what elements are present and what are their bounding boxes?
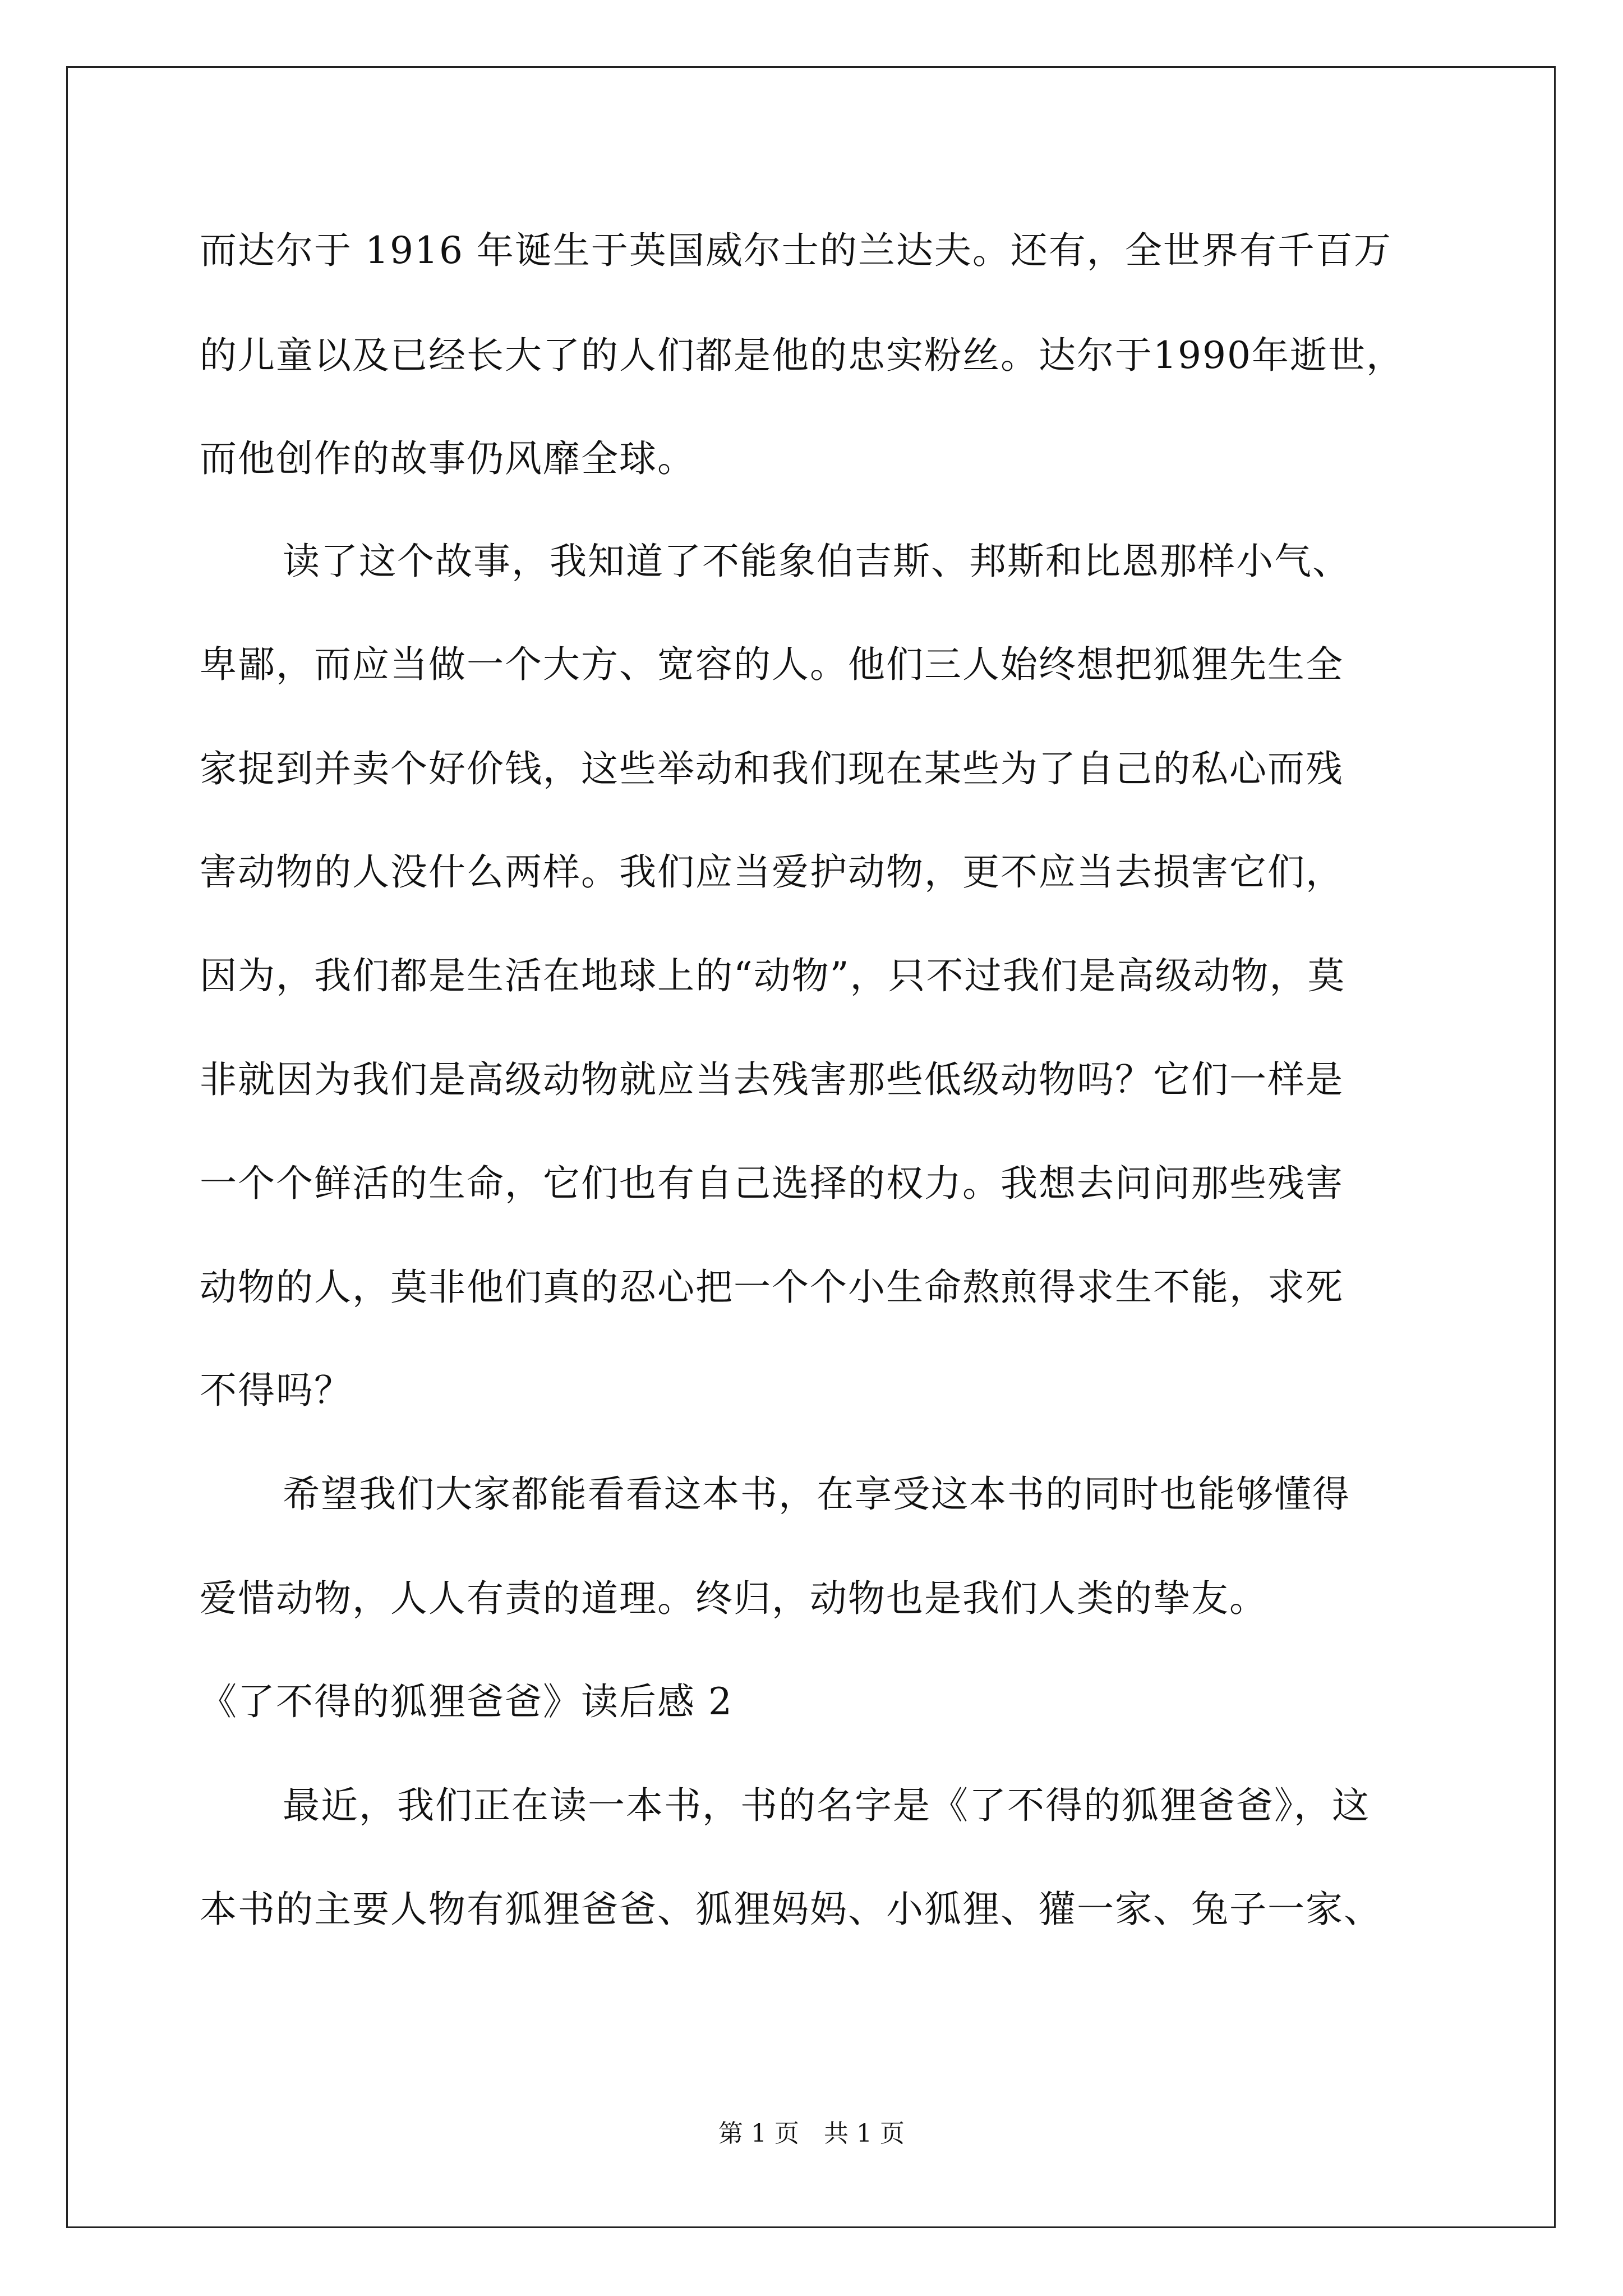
text-line: 而他创作的故事仍风靡全球。 — [200, 437, 695, 480]
paragraph-start-line: 读了这个故事，我知道了不能象伯吉斯、邦斯和比恩那样小气、 — [283, 540, 1350, 583]
text-line: 非就因为我们是高级动物就应当去残害那些低级动物吗？它们一样是 — [200, 1058, 1344, 1101]
paragraph-start-line: 最近，我们正在读一本书，书的名字是《了不得的狐狸爸爸》，这 — [283, 1784, 1370, 1827]
text-line: 卑鄙，而应当做一个大方、宽容的人。他们三人始终想把狐狸先生全 — [200, 643, 1344, 686]
text-line: 一个个鲜活的生命，它们也有自己选择的权力。我想去问问那些残害 — [200, 1162, 1344, 1205]
text-line: 因为，我们都是生活在地球上的“动物”，只不过我们是高级动物，莫 — [200, 954, 1346, 997]
text-line: 动物的人，莫非他们真的忍心把一个个小生命熬煎得求生不能，求死 — [200, 1266, 1344, 1309]
section-heading: 《了不得的狐狸爸爸》读后感 2 — [200, 1680, 733, 1723]
text-line: 不得吗？ — [200, 1369, 352, 1412]
text-line: 害动物的人没什么两样。我们应当爱护动物，更不应当去损害它们， — [200, 850, 1344, 894]
text-line: 家捉到并卖个好价钱，这些举动和我们现在某些为了自己的私心而残 — [200, 747, 1344, 790]
text-line: 爱惜动物，人人有责的道理。终归，动物也是我们人类的挚友。 — [200, 1577, 1267, 1620]
paragraph-start-line: 希望我们大家都能看看这本书，在享受这本书的同时也能够懂得 — [283, 1473, 1350, 1516]
text-line: 本书的主要人物有狐狸爸爸、狐狸妈妈、小狐狸、獾一家、兔子一家、 — [200, 1888, 1382, 1931]
text-line: 而达尔于 1916 年诞生于英国威尔士的兰达夫。还有，全世界有千百万 — [200, 229, 1392, 272]
text-line: 的儿童以及已经长大了的人们都是他的忠实粉丝。达尔于1990年逝世， — [200, 334, 1404, 377]
page-footer: 第 1 页 共 1 页 — [718, 2119, 905, 2148]
